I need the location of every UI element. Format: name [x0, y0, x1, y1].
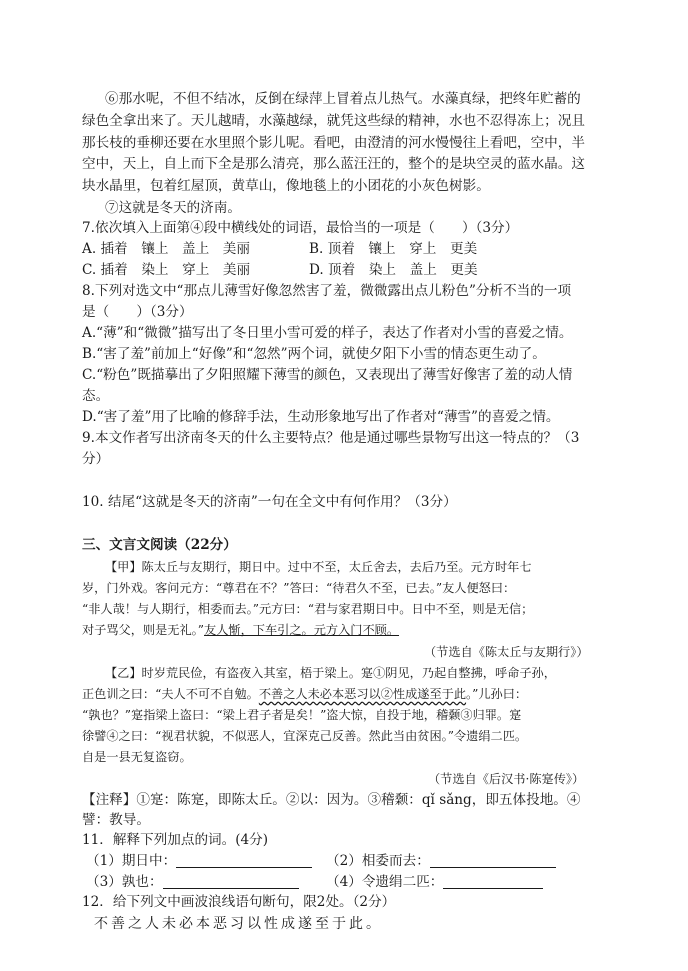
question-8-option-a: A.“薄”和“微微”描写出了冬日里小雪可爱的样子，表达了作者对小雪的喜爱之情。	[82, 325, 573, 341]
answer-blank[interactable]	[443, 874, 543, 889]
question-7-option-d: D. 顶着 染上 盖上 更美	[309, 262, 478, 278]
item-label: （3）孰也：	[86, 874, 163, 890]
passage-line: 块水晶里，包着红屋顶，黄草山，像地毯上的小团花的小灰色树影。	[82, 178, 490, 194]
passage-line: ⑥那水呢，不但不结冰，反倒在绿萍上冒着点儿热气。水藻真绿，把终年贮蓄的	[105, 91, 581, 107]
classical-yi-line: 【乙】时岁荒民俭，有盗夜入其室，梧于梁上。寔①阴见，乃起自整拂，呼命子孙，	[105, 666, 556, 680]
question-11-item-2	[326, 852, 556, 870]
source-citation: （节选自《陈太丘与友期行》）	[424, 645, 589, 659]
question-11-stem: 11．解释下列加点的词。(4分)	[82, 832, 269, 848]
answer-blank[interactable]	[163, 874, 299, 889]
question-12-sentence: 不善之人未必本恶习以性成遂至于此。	[94, 916, 383, 932]
answer-blank[interactable]	[176, 853, 312, 868]
classical-yi-text: 正色训之曰：“夫人不可不自勉。	[82, 687, 259, 701]
question-8-stem: 是（ ）（3分）	[82, 304, 193, 320]
question-7-stem: 7.依次填入上面第④段中横线处的词语，最恰当的一项是（ ）（3分）	[82, 220, 519, 236]
question-7-option-b: B. 顶着 镶上 穿上 更美	[309, 241, 478, 257]
passage-line: ⑦这就是冬天的济南。	[105, 200, 241, 216]
passage-line: 空中，天上，自上而下全是那么清亮，那么蓝汪汪的，整个的是块空灵的蓝水晶。这	[82, 156, 585, 172]
wavy-underlined-sentence: 不善之人未必本恶习以②性成遂至于此	[258, 687, 467, 701]
question-8-option-d: D.“害了羞”用了比喻的修辞手法，生动形象地写出了作者对“薄雪”的喜爱之情。	[82, 409, 560, 425]
question-12-stem: 12．给下列文中画波浪线语句断句，限2处。（2分）	[82, 894, 396, 910]
passage-line: 绿色全拿出来了。天儿越晴，水藻越绿，就凭这些绿的精神，水也不忍得冻上；况且	[82, 113, 585, 129]
classical-jia-text: 对子骂父，则是无礼。”	[82, 623, 205, 637]
answer-blank[interactable]	[430, 853, 556, 868]
question-8-option-b: B.“害了羞”前加上“好像”和“忽然”两个词，就使夕阳下小雪的情态更生动了。	[82, 346, 546, 362]
question-9-stem: 分）	[82, 451, 110, 467]
passage-line: 那长枝的垂柳还要在水里照个影儿呢。看吧，由澄清的河水慢慢往上看吧，空中，半	[82, 135, 585, 151]
classical-yi-text: 。”儿孙曰：	[466, 687, 528, 701]
question-10-stem: 10. 结尾“这就是冬天的济南”一句在全文中有何作用？（3分）	[82, 494, 457, 510]
classical-yi-line: “孰也？”寔指梁上盗曰：“梁上君子者是矣！”盗大惊，自投于地，稽颡③归罪。寔	[82, 708, 522, 722]
classical-jia-line: 【甲】陈太丘与友期行，期日中。过中不至，太丘舍去，去后乃至。元方时年七	[105, 560, 532, 574]
question-11-item-1	[86, 852, 312, 870]
question-7-option-c: C. 插着 染上 穿上 美丽	[82, 262, 251, 278]
classical-yi-line	[82, 685, 527, 703]
underlined-sentence: 友人惭，下车引之。元方入门不顾。	[204, 623, 400, 637]
item-label: （2）相委而去：	[326, 853, 430, 869]
question-8-stem: 8.下列对选文中“那点儿薄雪好像忽然害了羞，微微露出点儿粉色”分析不当的一项	[82, 283, 572, 299]
question-7-option-a: A. 插着 镶上 盖上 美丽	[82, 241, 250, 257]
question-11-item-4	[326, 873, 543, 891]
section-3-heading: 三、文言文阅读（22分）	[82, 537, 237, 553]
classical-yi-line: 徐譬④之曰：“视君状貌，不似恶人，宜深克己反善。然此当由贫困。”令遗绢二匹。	[82, 729, 528, 743]
source-citation: （节选自《后汉书·陈寔传》）	[428, 772, 585, 786]
question-8-option-c: C.“粉色”既描摹出了夕阳照耀下薄雪的颜色，又表现出了薄雪好像害了羞的动人情	[82, 367, 573, 383]
classical-jia-line	[82, 621, 399, 639]
question-11-item-3	[86, 873, 299, 891]
item-label: （1）期日中：	[86, 853, 177, 869]
notes-line: 【注释】①寔：陈寔，即陈太丘。②以：因为。③稽颡：qǐ sǎng，即五体投地。④	[82, 792, 581, 808]
notes-line: 譬：教导。	[82, 812, 150, 828]
classical-jia-line: 岁，门外戏。客问元方：“尊君在不？”答曰：“待君久不至，已去。”友人便怒曰：	[82, 581, 516, 595]
classical-jia-line: “非人哉！与人期行，相委而去。”元方曰：“君与家君期日中。日中不至，则是无信；	[82, 602, 534, 616]
question-9-stem: 9.本文作者写出济南冬天的什么主要特点？他是通过哪些景物写出这一特点的？（3	[82, 430, 580, 446]
classical-yi-line: 自是一县无复盗窃。	[82, 750, 192, 764]
item-label: （4）令遗绢二匹：	[326, 874, 444, 890]
question-8-option-c-cont: 态。	[82, 388, 110, 404]
